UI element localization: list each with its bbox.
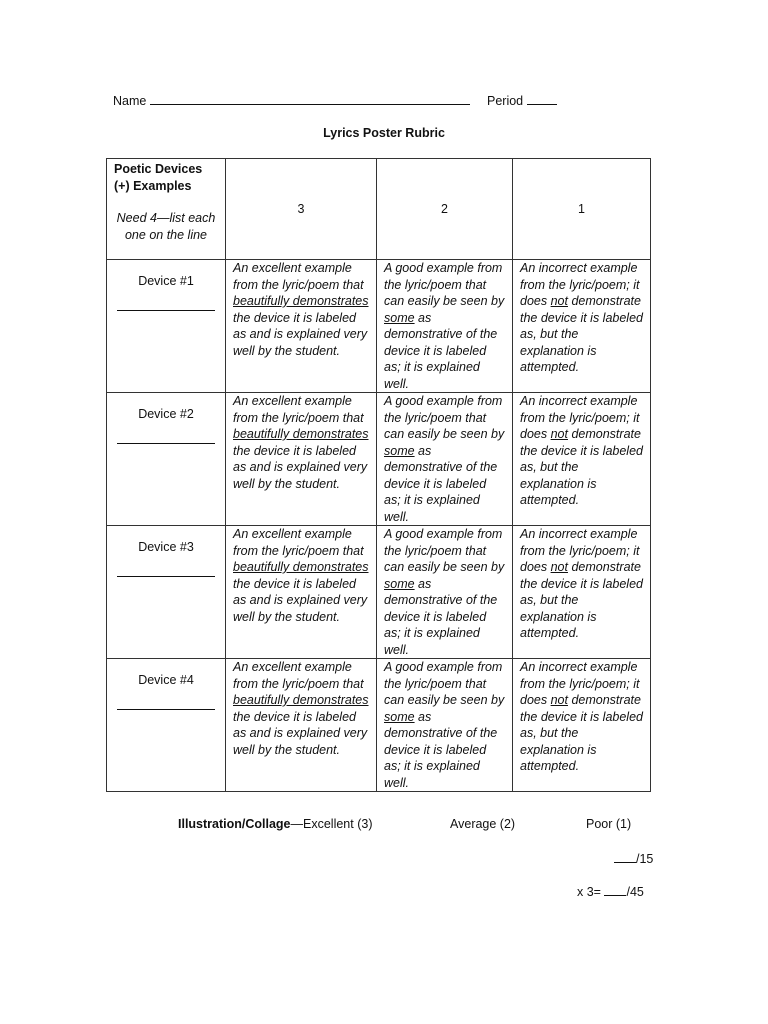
name-label: Name <box>113 94 147 108</box>
device-cell <box>107 260 226 393</box>
score-15-blank[interactable] <box>614 851 636 863</box>
devices-note: Need 4—list each one on the line <box>116 211 216 242</box>
score-heading-3: 3 <box>226 159 377 260</box>
average-option: Average (2) <box>450 817 516 831</box>
device-cell <box>107 659 226 792</box>
name-line <box>113 93 470 108</box>
rubric-table <box>106 158 651 792</box>
criteria-2: A good example from the lyric/poem that can easily be seen by some as demonstrative of the device it is labeled as; it is explained well. <box>377 659 513 792</box>
criteria-3: An excellent example from the lyric/poem that beautifully demonstrates the device it is labeled as and is explained very well by the student. <box>226 526 377 659</box>
device-cell <box>107 393 226 526</box>
devices-heading-cell <box>107 159 226 260</box>
table-row <box>107 260 651 393</box>
table-row <box>107 526 651 659</box>
excellent-option: —Excellent (3) <box>290 817 373 831</box>
criteria-2: A good example from the lyric/poem that can easily be seen by some as demonstrative of the device it is labeled as; it is explained well. <box>377 260 513 393</box>
name-blank[interactable] <box>150 93 470 105</box>
illustration-line <box>178 817 373 831</box>
criteria-3: An excellent example from the lyric/poem that beautifully demonstrates the device it is labeled as and is explained very well by the student. <box>226 393 377 526</box>
criteria-1: An incorrect example from the lyric/poem; it does not demonstrate the device it is labeled as, but the explanation is attempted. <box>513 659 651 792</box>
device-blank[interactable] <box>117 576 215 577</box>
device-label: Device #4 <box>138 673 194 687</box>
device-blank[interactable] <box>117 443 215 444</box>
illustration-label: Illustration/Collage <box>178 817 291 831</box>
device-blank[interactable] <box>117 310 215 311</box>
period-blank[interactable] <box>527 93 557 105</box>
device-label: Device #3 <box>138 540 194 554</box>
device-cell <box>107 526 226 659</box>
page-title: Lyrics Poster Rubric <box>323 126 445 140</box>
devices-heading: Poetic Devices (+) Examples <box>114 162 203 193</box>
score-45-label: /45 <box>626 885 644 899</box>
poor-option: Poor (1) <box>586 817 632 831</box>
multiplier-label: x 3= <box>577 885 601 899</box>
score-45-line <box>577 884 644 899</box>
score-45-blank[interactable] <box>604 884 626 896</box>
table-row <box>107 659 651 792</box>
score-heading-1: 1 <box>513 159 651 260</box>
criteria-2: A good example from the lyric/poem that can easily be seen by some as demonstrative of the device it is labeled as; it is explained well. <box>377 393 513 526</box>
table-row <box>107 393 651 526</box>
score-15-label: /15 <box>636 852 654 866</box>
criteria-2: A good example from the lyric/poem that can easily be seen by some as demonstrative of the device it is labeled as; it is explained well. <box>377 526 513 659</box>
score-15-line <box>614 851 653 866</box>
device-label: Device #1 <box>138 274 194 288</box>
device-label: Device #2 <box>138 407 194 421</box>
period-line <box>487 93 557 108</box>
rubric-header-row <box>107 159 651 260</box>
device-blank[interactable] <box>117 709 215 710</box>
score-heading-2: 2 <box>377 159 513 260</box>
criteria-1: An incorrect example from the lyric/poem; it does not demonstrate the device it is labeled as, but the explanation is attempted. <box>513 393 651 526</box>
criteria-3: An excellent example from the lyric/poem that beautifully demonstrates the device it is labeled as and is explained very well by the student. <box>226 260 377 393</box>
criteria-1: An incorrect example from the lyric/poem; it does not demonstrate the device it is labeled as, but the explanation is attempted. <box>513 260 651 393</box>
criteria-3: An excellent example from the lyric/poem that beautifully demonstrates the device it is labeled as and is explained very well by the student. <box>226 659 377 792</box>
period-label: Period <box>487 94 524 108</box>
criteria-1: An incorrect example from the lyric/poem; it does not demonstrate the device it is labeled as, but the explanation is attempted. <box>513 526 651 659</box>
